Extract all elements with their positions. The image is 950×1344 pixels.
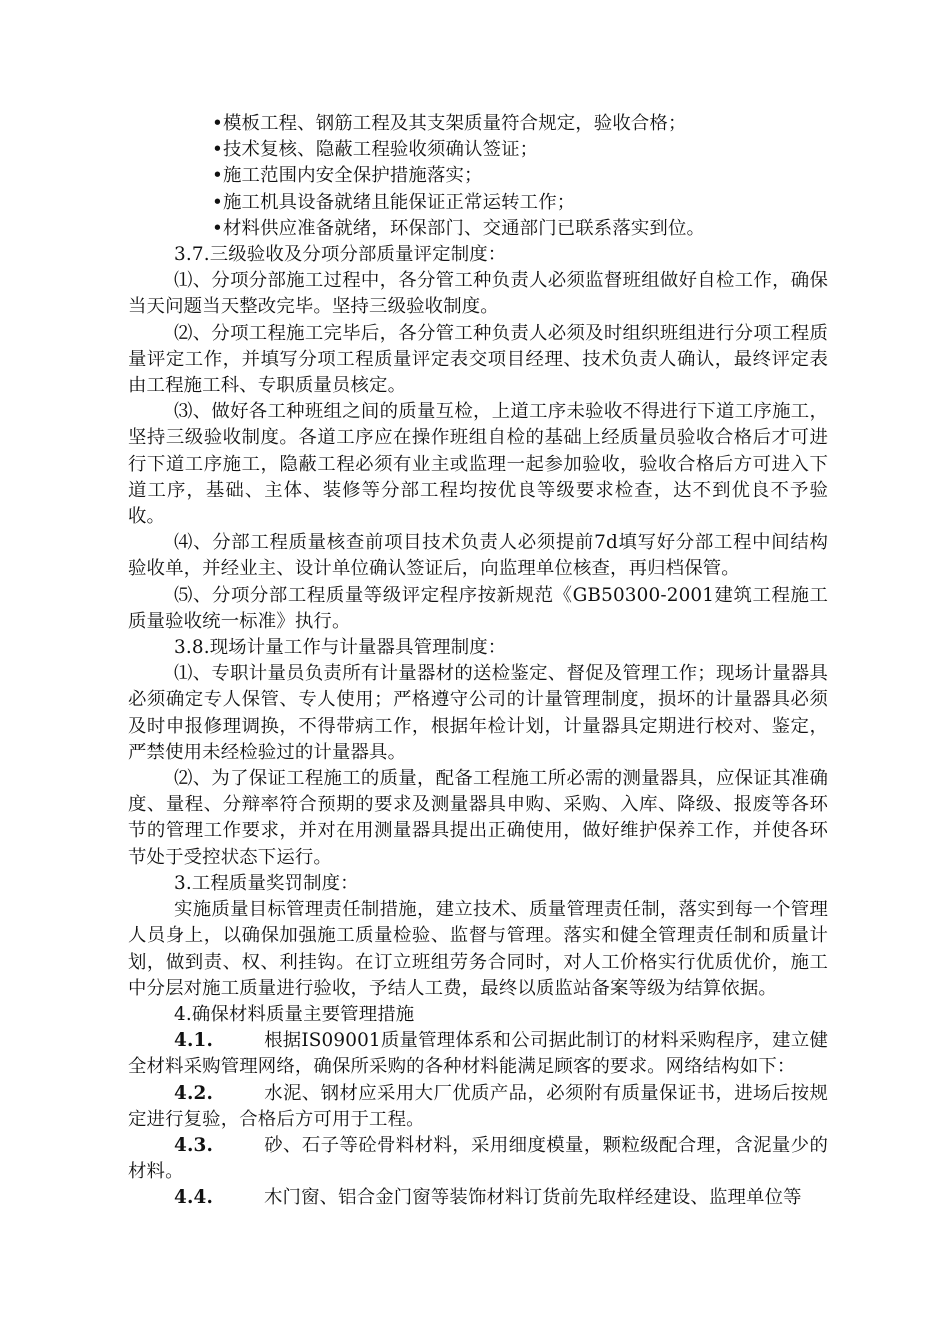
section-heading-4: 4.确保材料质量主要管理措施 (174, 1003, 415, 1025)
numbered-item-4-1 (128, 1028, 828, 1080)
numbered-item-4-4 (128, 1185, 828, 1211)
item-text: 砂、石子等砼骨料材料，采用细度模量，颗粒级配合理，含泥量少的材料。 (128, 1134, 828, 1183)
paragraph: ⑴、分项分部施工过程中，各分管工种负责人必须监督班组做好自检工作，确保当天问题当天整改完毕。坚持三级验收制度。 (128, 270, 828, 318)
item-number: 4.3. (174, 1134, 213, 1156)
paragraph: ⑵、为了保证工程施工的质量，配备工程施工所必需的测量器具，应保证其准确度、量程、分辩率符合预期的要求及测量器具申购、采购、入库、降级、报废等各环节的管理工作要求，并对在用测量器具提出正确使用，做好维护保养工作，并使各环节处于受控状态下运行。 (128, 768, 828, 868)
bullet-item: •施工机具设备就绪且能保证正常运转工作； (212, 191, 576, 213)
section-heading-3-7: 3.7.三级验收及分项分部质量评定制度： (174, 244, 507, 266)
document-body (128, 111, 828, 1212)
bullet-item: •材料供应准备就绪，环保部门、交通部门已联系落实到位。 (212, 217, 706, 239)
paragraph: ⑵、分项工程施工完毕后，各分管工种负责人必须及时组织班组进行分项工程质量评定工作，并填写分项工程质量评定表交项目经理、技术负责人确认，最终评定表由工程施工科、专职质量员核定。 (128, 322, 828, 397)
bullet-item: •施工范围内安全保护措施落实； (212, 165, 483, 187)
section-heading-3: 3.工程质量奖罚制度： (174, 872, 359, 894)
section-heading-3-8: 3.8.现场计量工作与计量器具管理制度： (174, 637, 507, 659)
numbered-item-4-2 (128, 1081, 828, 1133)
bullet-item: •技术复核、隐蔽工程验收须确认签证； (212, 139, 539, 161)
bullet-item: •模板工程、钢筋工程及其支架质量符合规定，验收合格； (212, 113, 687, 134)
paragraph: 实施质量目标管理责任制措施，建立技术、质量管理责任制，落实到每一个管理人员身上，以确保加强施工质量检验、监督与管理。落实和健全管理责任制和质量计划，做到责、权、利挂钩。在订立班组劳务合同时，对人工价格实行优质优价，施工中分层对施工质量进行验收，予结人工费，最终以质监站备案等级为结算依据。 (128, 899, 828, 999)
item-number: 4.1. (174, 1030, 213, 1052)
item-number: 4.4. (174, 1187, 213, 1209)
item-number: 4.2. (174, 1082, 213, 1104)
item-text: 根据IS09001质量管理体系和公司据此制订的材料采购程序，建立健全材料采购管理网络，确保所采购的各种材料能满足顾客的要求。网络结构如下： (128, 1030, 828, 1078)
paragraph: ⑴、专职计量员负责所有计量器材的送检鉴定、督促及管理工作；现场计量器具必须确定专人保管、专人使用；严格遵守公司的计量管理制度，损坏的计量器具必须及时申报修理调换，不得带病工作，根据年检计划，计量器具定期进行校对、鉴定，严禁使用未经检验过的计量器具。 (128, 663, 828, 763)
paragraph: ⑷、分部工程质量核查前项目技术负责人必须提前7d填写好分部工程中间结构验收单，并经业主、设计单位确认签证后，向监理单位核查，再归档保管。 (128, 532, 828, 580)
item-text: 木门窗、铝合金门窗等装饰材料订货前先取样经建设、监理单位等 (264, 1187, 802, 1209)
paragraph: ⑸、分项分部工程质量等级评定程序按新规范《GB50300-2001建筑工程施工质量验收统一标准》执行。 (128, 584, 828, 632)
item-text: 水泥、钢材应采用大厂优质产品，必须附有质量保证书，进场后按规定进行复验，合格后方可用于工程。 (128, 1082, 828, 1130)
numbered-item-4-3 (128, 1133, 828, 1185)
paragraph: ⑶、做好各工种班组之间的质量互检，上道工序未验收不得进行下道工序施工，坚持三级验收制度。各道工序应在操作班组自检的基础上经质量员验收合格后才可进行下道工序施工，隐蔽工程必须有业主或监理一起参加验收，验收合格后方可进入下道工序，基础、主体、装修等分部工程均按优良等级要求检查，达不到优良不予验收。 (128, 401, 828, 528)
